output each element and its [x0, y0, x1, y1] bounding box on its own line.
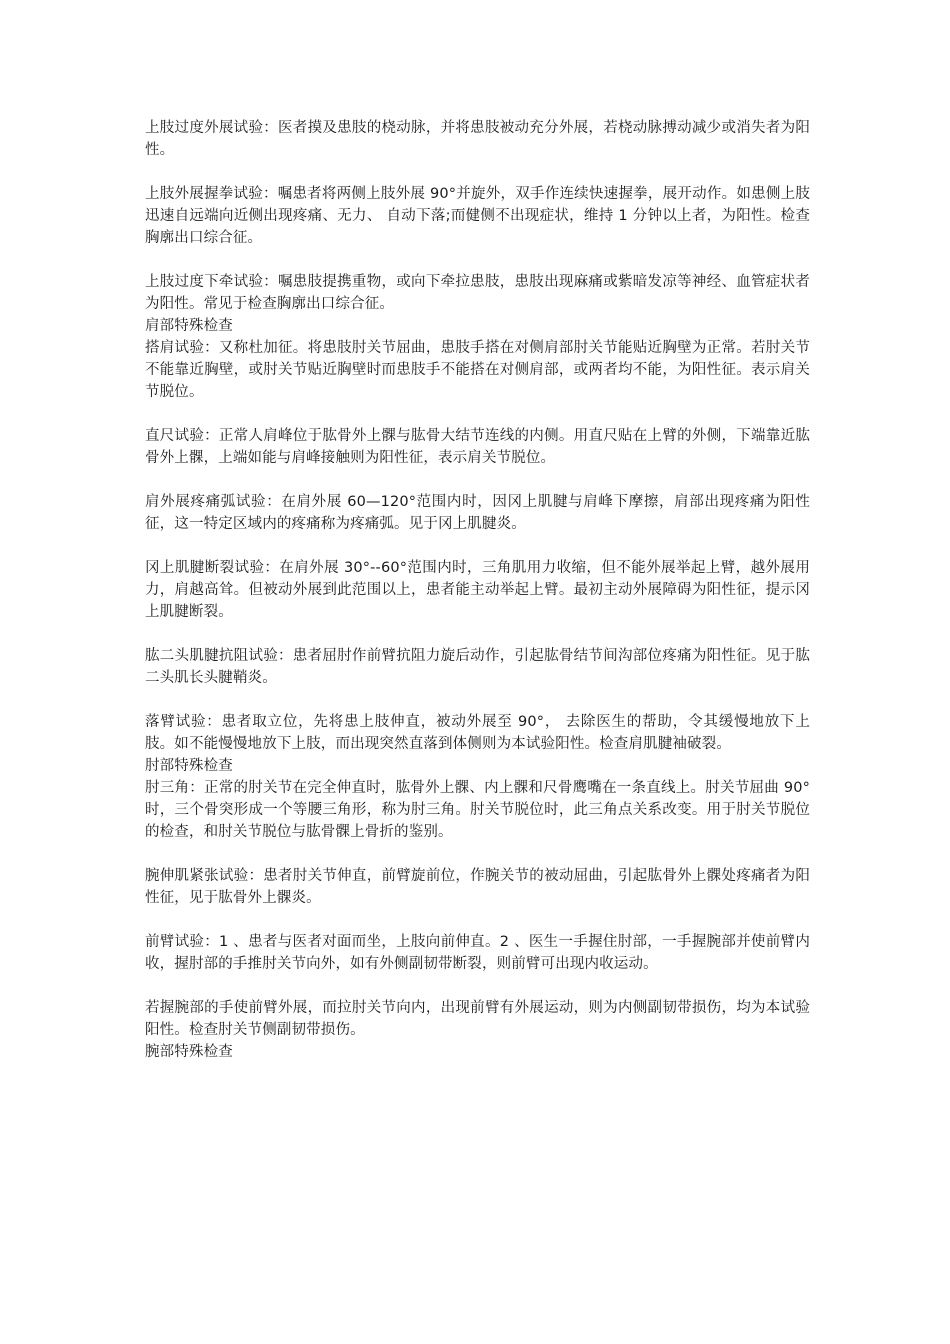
paragraph-medial-ligament-test: 若握腕部的手使前臂外展，而拉肘关节向内，出现前臂有外展运动，则为内侧副韧带损伤，均为本试验阳性。检查肘关节侧副韧带损伤。 — [145, 1000, 810, 1038]
paragraph-forearm-test: 前臂试验：1 、患者与医者对面而坐，上肢向前伸直。2 、医生一手握住肘部，一手握腕部并使前臂内收，握肘部的手推肘关节向外，如有外侧副韧带断裂，则前臂可出现内收运动。 — [145, 934, 810, 972]
document-body — [145, 117, 810, 1063]
paragraph-biceps-resistance-test: 肱二头肌腱抗阻试验：患者屈肘作前臂抗阻力旋后动作，引起肱骨结节间沟部位疼痛为阳性征。见于肱二头肌长头腱鞘炎。 — [145, 648, 810, 686]
section-heading-elbow: 肘部特殊检查 — [145, 758, 233, 774]
paragraph-upper-limb-downward-traction-test: 上肢过度下牵试验：嘱患肢提携重物，或向下牵拉患肢，患肢出现麻痛或紫暗发凉等神经、血管症状者为阳性。常见于检查胸廓出口综合征。 — [145, 274, 810, 312]
paragraph-upper-limb-abduction-fist-test: 上肢外展握拳试验：嘱患者将两侧上肢外展 90°并旋外，双手作连续快速握拳，展开动作。如患侧上肢迅速自远端向近侧出现疼痛、无力、 自动下落;而健侧不出现症状，维持 1 分钟以上者，为阳性。检查胸廓出口综合征。 — [145, 186, 810, 246]
section-heading-wrist: 腕部特殊检查 — [145, 1044, 233, 1060]
paragraph-painful-arc-test: 肩外展疼痛弧试验：在肩外展 60—120°范围内时，因冈上肌腱与肩峰下摩擦，肩部出现疼痛为阳性征，这一特定区域内的疼痛称为疼痛弧。见于冈上肌腱炎。 — [145, 494, 810, 532]
paragraph-ruler-test: 直尺试验：正常人肩峰位于肱骨外上髁与肱骨大结节连线的内侧。用直尺贴在上臂的外侧，下端靠近肱骨外上髁，上端如能与肩峰接触则为阳性征，表示肩关节脱位。 — [145, 428, 810, 466]
paragraph-dugas-test: 搭肩试验：又称杜加征。将患肢肘关节屈曲，患肢手搭在对侧肩部肘关节能贴近胸壁为正常。若肘关节不能靠近胸壁，或肘关节贴近胸壁时而患肢手不能搭在对侧肩部，或两者均不能，为阳性征。表示肩关节脱位。 — [145, 340, 810, 400]
section-heading-shoulder: 肩部特殊检查 — [145, 318, 233, 334]
paragraph-wrist-extensor-tension-test: 腕伸肌紧张试验：患者肘关节伸直，前臂旋前位，作腕关节的被动屈曲，引起肱骨外上髁处疼痛者为阳性征，见于肱骨外上髁炎。 — [145, 868, 810, 906]
paragraph-upper-limb-hyperabduction-test: 上肢过度外展试验：医者摸及患肢的桡动脉，并将患肢被动充分外展，若桡动脉搏动减少或消失者为阳性。 — [145, 120, 810, 158]
paragraph-drop-arm-test: 落臂试验：患者取立位，先将患上肢伸直，被动外展至 90°， 去除医生的帮助，令其缓慢地放下上肢。如不能慢慢地放下上肢，而出现突然直落到体侧则为本试验阳性。检查肩肌腱袖破裂。 — [145, 714, 810, 752]
paragraph-supraspinatus-rupture-test: 冈上肌腱断裂试验：在肩外展 30°--60°范围内时，三角肌用力收缩，但不能外展举起上臂，越外展用力，肩越高耸。但被动外展到此范围以上，患者能主动举起上臂。最初主动外展障碍为阳性征，提示冈上肌腱断裂。 — [145, 560, 810, 620]
paragraph-elbow-triangle: 肘三角：正常的肘关节在完全伸直时，肱骨外上髁、内上髁和尺骨鹰嘴在一条直线上。肘关节屈曲 90°时，三个骨突形成一个等腰三角形，称为肘三角。肘关节脱位时，此三角点关系改变。用于肘关节脱位的检查，和肘关节脱位与肱骨髁上骨折的鉴别。 — [145, 780, 810, 840]
